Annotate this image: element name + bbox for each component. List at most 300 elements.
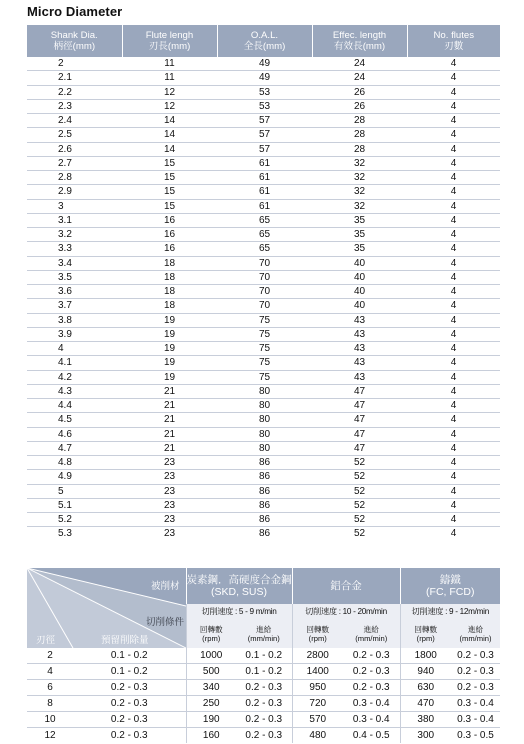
rpm-header (292, 619, 343, 648)
diameter-cell: 4 (27, 664, 73, 680)
table-row (27, 57, 500, 71)
feed-label: 進給 (256, 624, 272, 634)
header-zh: 刃長(mm) (148, 41, 191, 52)
oal-cell: 57 (217, 142, 312, 156)
aluminum-rpm-cell: 2800 (292, 648, 343, 664)
header-no-flutes (407, 25, 500, 57)
table-row (27, 384, 500, 398)
steel-rpm-cell: 160 (186, 728, 236, 744)
flute-length-cell: 23 (122, 498, 217, 512)
shank-dia-cell: 5 (27, 484, 122, 498)
flute-length-cell: 19 (122, 313, 217, 327)
no-flutes-cell: 4 (407, 99, 500, 113)
flute-length-cell: 23 (122, 470, 217, 484)
effective-length-cell: 47 (312, 384, 407, 398)
no-flutes-cell: 4 (407, 256, 500, 270)
rpm-label: 回轉數 (414, 624, 438, 634)
allowance-cell: 0.2 - 0.3 (73, 696, 186, 712)
table-row (27, 171, 500, 185)
oal-cell: 86 (217, 498, 312, 512)
no-flutes-cell: 4 (407, 399, 500, 413)
oal-cell: 65 (217, 242, 312, 256)
cast-iron-feed-cell: 0.3 - 0.4 (451, 696, 500, 712)
table-row (27, 728, 500, 744)
effective-length-cell: 47 (312, 441, 407, 455)
shank-dia-cell: 4 (27, 342, 122, 356)
shank-dia-cell: 2.6 (27, 142, 122, 156)
steel-rpm-cell: 500 (186, 664, 236, 680)
table-row (27, 313, 500, 327)
effective-length-cell: 32 (312, 185, 407, 199)
header-flute-length (122, 25, 217, 57)
effective-length-cell: 40 (312, 285, 407, 299)
steel-feed-cell: 0.2 - 0.3 (236, 696, 292, 712)
header-en: O.A.L. (250, 30, 279, 41)
shank-dia-cell: 3.8 (27, 313, 122, 327)
no-flutes-cell: 4 (407, 441, 500, 455)
material-code: (SKD, SUS) (210, 586, 267, 598)
shank-dia-cell: 4.2 (27, 370, 122, 384)
table-row (27, 270, 500, 284)
no-flutes-cell: 4 (407, 171, 500, 185)
diameter-label: 刃徑 (36, 635, 56, 646)
shank-dia-cell: 2.2 (27, 85, 122, 99)
flute-length-cell: 19 (122, 342, 217, 356)
material-name: 炭素鋼．高硬度合金鋼 (186, 574, 292, 586)
feed-unit: (mm/min) (459, 633, 492, 643)
speed-aluminum: 切削速度 : 10 - 20m/min (292, 604, 400, 619)
oal-cell: 75 (217, 356, 312, 370)
cast-iron-rpm-cell: 300 (400, 728, 451, 744)
header-en: Flute lengh (145, 30, 194, 41)
flute-length-cell: 16 (122, 228, 217, 242)
table-row (27, 399, 500, 413)
no-flutes-cell: 4 (407, 327, 500, 341)
shank-dia-cell: 2.1 (27, 71, 122, 85)
shank-dia-cell: 3.9 (27, 327, 122, 341)
effective-length-cell: 43 (312, 313, 407, 327)
shank-dia-cell: 4.5 (27, 413, 122, 427)
flute-length-cell: 14 (122, 142, 217, 156)
aluminum-feed-cell: 0.4 - 0.5 (352, 730, 390, 741)
cast-iron-feed-cell: 0.2 - 0.3 (451, 680, 500, 696)
shank-dia-cell: 4.9 (27, 470, 122, 484)
flute-length-cell: 21 (122, 384, 217, 398)
effective-length-cell: 52 (312, 498, 407, 512)
cast-iron-rpm-cell: 470 (400, 696, 451, 712)
oal-cell: 86 (217, 484, 312, 498)
feed-header (236, 619, 292, 648)
shank-dia-cell: 2.3 (27, 99, 122, 113)
effective-length-cell: 40 (312, 299, 407, 313)
oal-cell: 70 (217, 256, 312, 270)
spec-header-row (27, 25, 500, 57)
steel-rpm-cell: 340 (186, 680, 236, 696)
oal-cell: 86 (217, 456, 312, 470)
flute-length-cell: 12 (122, 85, 217, 99)
table-row (27, 242, 500, 256)
oal-cell: 53 (217, 85, 312, 99)
flute-length-cell: 11 (122, 57, 217, 71)
steel-feed-cell: 0.2 - 0.3 (236, 680, 292, 696)
table-row (27, 71, 500, 85)
steel-feed-cell: 0.1 - 0.2 (236, 648, 292, 664)
table-row (27, 441, 500, 455)
material-name: 鋁合金 (330, 580, 362, 592)
no-flutes-cell: 4 (407, 57, 500, 71)
table-row (27, 484, 500, 498)
table-row (27, 285, 500, 299)
allowance-cell: 0.1 - 0.2 (73, 664, 186, 680)
no-flutes-cell: 4 (407, 342, 500, 356)
oal-cell: 53 (217, 99, 312, 113)
material-code: (FC, FCD) (426, 586, 475, 598)
oal-cell: 75 (217, 370, 312, 384)
flute-length-cell: 21 (122, 427, 217, 441)
effective-length-cell: 47 (312, 427, 407, 441)
no-flutes-cell: 4 (407, 484, 500, 498)
oal-cell: 86 (258, 528, 271, 540)
effective-length-cell: 26 (312, 99, 407, 113)
rpm-header (186, 619, 236, 648)
shank-dia-cell: 3.4 (27, 256, 122, 270)
table-row (27, 456, 500, 470)
table-row (27, 664, 500, 680)
oal-cell: 75 (217, 327, 312, 341)
feed-header (451, 619, 500, 648)
table-row (27, 712, 500, 728)
table-row (27, 142, 500, 156)
shank-dia-cell: 3.5 (27, 270, 122, 284)
table-row (27, 199, 500, 213)
oal-cell: 65 (217, 228, 312, 242)
shank-dia-cell: 4.8 (27, 456, 122, 470)
aluminum-rpm-cell: 1400 (292, 664, 343, 680)
cast-iron-rpm-cell: 940 (400, 664, 451, 680)
effective-length-cell: 35 (312, 228, 407, 242)
oal-cell: 70 (217, 270, 312, 284)
diameter-cell: 10 (27, 712, 73, 728)
cast-iron-feed-cell: 0.2 - 0.3 (451, 664, 500, 680)
effective-length-cell: 43 (312, 370, 407, 384)
oal-cell: 65 (217, 213, 312, 227)
diameter-cell: 6 (27, 680, 73, 696)
flute-length-cell: 23 (122, 456, 217, 470)
steel-feed-cell: 0.2 - 0.3 (245, 730, 283, 741)
effective-length-cell: 40 (312, 270, 407, 284)
speed-cast-iron: 切削速度 : 9 - 12m/min (400, 604, 500, 619)
feed-unit: (mm/min) (355, 633, 388, 643)
flute-length-cell: 14 (122, 128, 217, 142)
table-row (27, 498, 500, 512)
shank-dia-cell: 5.2 (27, 513, 122, 527)
table-row (27, 427, 500, 441)
effective-length-cell: 52 (312, 456, 407, 470)
no-flutes-cell: 4 (407, 142, 500, 156)
effective-length-cell: 52 (312, 484, 407, 498)
allowance-cell: 0.2 - 0.3 (110, 730, 148, 741)
aluminum-feed-cell: 0.2 - 0.3 (343, 664, 400, 680)
shank-dia-cell: 3.3 (27, 242, 122, 256)
material-cast-iron (400, 568, 500, 604)
oal-cell: 49 (217, 57, 312, 71)
flute-length-cell: 18 (122, 256, 217, 270)
material-name: 鑄鐵 (439, 574, 461, 586)
no-flutes-cell: 4 (407, 270, 500, 284)
shank-dia-cell: 3.7 (27, 299, 122, 313)
table-row (27, 470, 500, 484)
feed-label: 進給 (467, 624, 484, 634)
allowance-cell: 0.2 - 0.3 (73, 680, 186, 696)
steel-rpm-cell: 1000 (186, 648, 236, 664)
no-flutes-cell: 4 (407, 85, 500, 99)
flute-length-cell: 15 (122, 199, 217, 213)
flute-length-cell: 18 (122, 270, 217, 284)
header-effective-length (312, 25, 407, 57)
shank-dia-cell: 4.6 (27, 427, 122, 441)
no-flutes-cell: 4 (407, 285, 500, 299)
diameter-cell: 8 (27, 696, 73, 712)
oal-cell: 57 (217, 114, 312, 128)
aluminum-feed-cell: 0.2 - 0.3 (343, 680, 400, 696)
aluminum-feed-cell: 0.2 - 0.3 (343, 648, 400, 664)
allowance-cell: 0.2 - 0.3 (73, 712, 186, 728)
rpm-unit: (rpm) (202, 633, 221, 643)
table-row (27, 156, 500, 170)
steel-rpm-cell: 250 (186, 696, 236, 712)
shank-dia-cell: 3.2 (27, 228, 122, 242)
cast-iron-feed-cell: 0.3 - 0.5 (457, 730, 494, 741)
effective-length-cell: 47 (312, 399, 407, 413)
table-row (27, 185, 500, 199)
effective-length-cell: 52 (353, 528, 366, 540)
rpm-unit: (rpm) (416, 633, 435, 643)
oal-cell: 80 (217, 427, 312, 441)
effective-length-cell: 24 (312, 71, 407, 85)
oal-cell: 80 (217, 413, 312, 427)
steel-feed-cell: 0.2 - 0.3 (236, 712, 292, 728)
effective-length-cell: 28 (312, 142, 407, 156)
shank-dia-cell: 2.8 (27, 171, 122, 185)
speed-steel: 切削速度 : 5 - 9 m/min (186, 604, 292, 619)
rpm-unit: (rpm) (308, 633, 327, 643)
effective-length-cell: 24 (312, 57, 407, 71)
effective-length-cell: 43 (312, 342, 407, 356)
table-row (27, 648, 500, 664)
cutting-conditions-table (27, 568, 500, 743)
no-flutes-cell: 4 (407, 185, 500, 199)
header-zh: 全長(mm) (243, 41, 286, 52)
aluminum-feed-cell: 0.3 - 0.4 (343, 712, 400, 728)
flute-length-cell: 18 (122, 299, 217, 313)
flute-length-cell: 15 (122, 171, 217, 185)
shank-dia-cell: 2.5 (27, 128, 122, 142)
table-row (27, 99, 500, 113)
header-en: No. flutes (433, 30, 475, 41)
header-zh: 有效長(mm) (333, 41, 386, 52)
shank-dia-cell: 5.1 (27, 498, 122, 512)
diameter-cell: 12 (44, 730, 56, 741)
effective-length-cell: 32 (312, 199, 407, 213)
flute-length-cell: 21 (122, 399, 217, 413)
no-flutes-cell: 4 (407, 370, 500, 384)
flute-length-cell: 23 (163, 528, 176, 540)
header-en: Effec. length (332, 30, 387, 41)
shank-dia-cell: 2.4 (27, 114, 122, 128)
effective-length-cell: 28 (312, 128, 407, 142)
feed-header (343, 619, 400, 648)
oal-cell: 49 (217, 71, 312, 85)
rpm-label: 回轉數 (306, 624, 330, 634)
shank-dia-cell: 2 (27, 57, 122, 71)
flute-length-cell: 15 (122, 156, 217, 170)
corner-header (27, 568, 186, 648)
flute-length-cell: 19 (122, 327, 217, 341)
oal-cell: 70 (217, 285, 312, 299)
table-row (27, 114, 500, 128)
shank-dia-cell: 4.3 (27, 384, 122, 398)
no-flutes-cell: 4 (407, 242, 500, 256)
aluminum-rpm-cell: 720 (292, 696, 343, 712)
header-shank-dia (27, 25, 122, 57)
material-steel (186, 568, 292, 604)
table-row (27, 342, 500, 356)
no-flutes-cell: 4 (407, 213, 500, 227)
effective-length-cell: 43 (312, 327, 407, 341)
oal-cell: 70 (217, 299, 312, 313)
shank-dia-cell: 3.1 (27, 213, 122, 227)
flute-length-cell: 14 (122, 114, 217, 128)
shank-dia-cell: 5.3 (58, 528, 72, 540)
aluminum-rpm-cell: 570 (292, 712, 343, 728)
cast-iron-feed-cell: 0.2 - 0.3 (451, 648, 500, 664)
header-en: Shank Dia. (50, 30, 98, 41)
shank-dia-cell: 4.4 (27, 399, 122, 413)
spec-table-body (27, 57, 500, 541)
oal-cell: 80 (217, 399, 312, 413)
flute-length-cell: 23 (122, 513, 217, 527)
aluminum-rpm-cell: 950 (292, 680, 343, 696)
flute-length-cell: 19 (122, 356, 217, 370)
effective-length-cell: 47 (312, 413, 407, 427)
cast-iron-rpm-cell: 1800 (400, 648, 451, 664)
no-flutes-cell: 4 (407, 313, 500, 327)
oal-cell: 75 (217, 313, 312, 327)
header-oal (217, 25, 312, 57)
steel-feed-cell: 0.1 - 0.2 (236, 664, 292, 680)
feed-unit: (mm/min) (247, 633, 280, 643)
shank-dia-cell: 4.7 (27, 441, 122, 455)
table-row (27, 256, 500, 270)
aluminum-feed-cell: 0.3 - 0.4 (343, 696, 400, 712)
rpm-header (400, 619, 451, 648)
no-flutes-cell: 4 (407, 356, 500, 370)
steel-rpm-cell: 190 (186, 712, 236, 728)
header-zh: 柄徑(mm) (53, 41, 96, 52)
effective-length-cell: 32 (312, 156, 407, 170)
shank-dia-cell: 2.9 (27, 185, 122, 199)
shank-dia-cell: 2.7 (27, 156, 122, 170)
table-row (27, 85, 500, 99)
table-row (27, 413, 500, 427)
oal-cell: 86 (217, 513, 312, 527)
effective-length-cell: 35 (312, 242, 407, 256)
cast-iron-feed-cell: 0.3 - 0.4 (451, 712, 500, 728)
table-row (27, 527, 500, 541)
flute-length-cell: 16 (122, 213, 217, 227)
flute-length-cell: 18 (122, 285, 217, 299)
no-flutes-cell: 4 (407, 114, 500, 128)
no-flutes-cell: 4 (407, 427, 500, 441)
allowance-label: 預留削除量 (101, 635, 149, 646)
flute-length-cell: 23 (122, 484, 217, 498)
table-row (27, 228, 500, 242)
table-row (27, 299, 500, 313)
oal-cell: 57 (217, 128, 312, 142)
effective-length-cell: 52 (312, 513, 407, 527)
no-flutes-cell: 4 (407, 128, 500, 142)
no-flutes-cell: 4 (407, 456, 500, 470)
effective-length-cell: 43 (312, 356, 407, 370)
page-title: Micro Diameter (27, 4, 123, 19)
shank-dia-cell: 3.6 (27, 285, 122, 299)
effective-length-cell: 40 (312, 256, 407, 270)
table-row (27, 128, 500, 142)
table-row (27, 680, 500, 696)
flute-length-cell: 19 (122, 370, 217, 384)
flute-length-cell: 21 (122, 413, 217, 427)
rpm-label: 回轉數 (199, 624, 223, 634)
aluminum-rpm-cell: 480 (292, 728, 343, 744)
effective-length-cell: 26 (312, 85, 407, 99)
shank-dia-cell: 3 (27, 199, 122, 213)
no-flutes-cell: 4 (407, 498, 500, 512)
flute-length-cell: 11 (122, 71, 217, 85)
cast-iron-rpm-cell: 630 (400, 680, 451, 696)
cutting-table-body (27, 648, 500, 743)
no-flutes-cell: 4 (407, 156, 500, 170)
feed-label: 進給 (363, 624, 379, 634)
oal-cell: 80 (217, 441, 312, 455)
flute-length-cell: 16 (122, 242, 217, 256)
oal-cell: 61 (217, 185, 312, 199)
effective-length-cell: 32 (312, 171, 407, 185)
oal-cell: 61 (217, 156, 312, 170)
allowance-cell: 0.1 - 0.2 (73, 648, 186, 664)
no-flutes-cell: 4 (450, 528, 457, 540)
effective-length-cell: 52 (312, 470, 407, 484)
effective-length-cell: 35 (312, 213, 407, 227)
cast-iron-rpm-cell: 380 (400, 712, 451, 728)
spec-table (27, 25, 500, 541)
table-row (27, 356, 500, 370)
no-flutes-cell: 4 (407, 299, 500, 313)
oal-cell: 61 (217, 171, 312, 185)
no-flutes-cell: 4 (407, 71, 500, 85)
no-flutes-cell: 4 (407, 513, 500, 527)
table-row (27, 696, 500, 712)
no-flutes-cell: 4 (407, 470, 500, 484)
condition-label: 切削條件 (146, 617, 185, 628)
no-flutes-cell: 4 (407, 413, 500, 427)
shank-dia-cell: 4.1 (27, 356, 122, 370)
diameter-cell: 2 (27, 648, 73, 664)
no-flutes-cell: 4 (407, 199, 500, 213)
material-label: 被削材 (151, 581, 180, 592)
oal-cell: 80 (217, 384, 312, 398)
header-zh: 刃數 (444, 41, 464, 52)
table-row (27, 513, 500, 527)
